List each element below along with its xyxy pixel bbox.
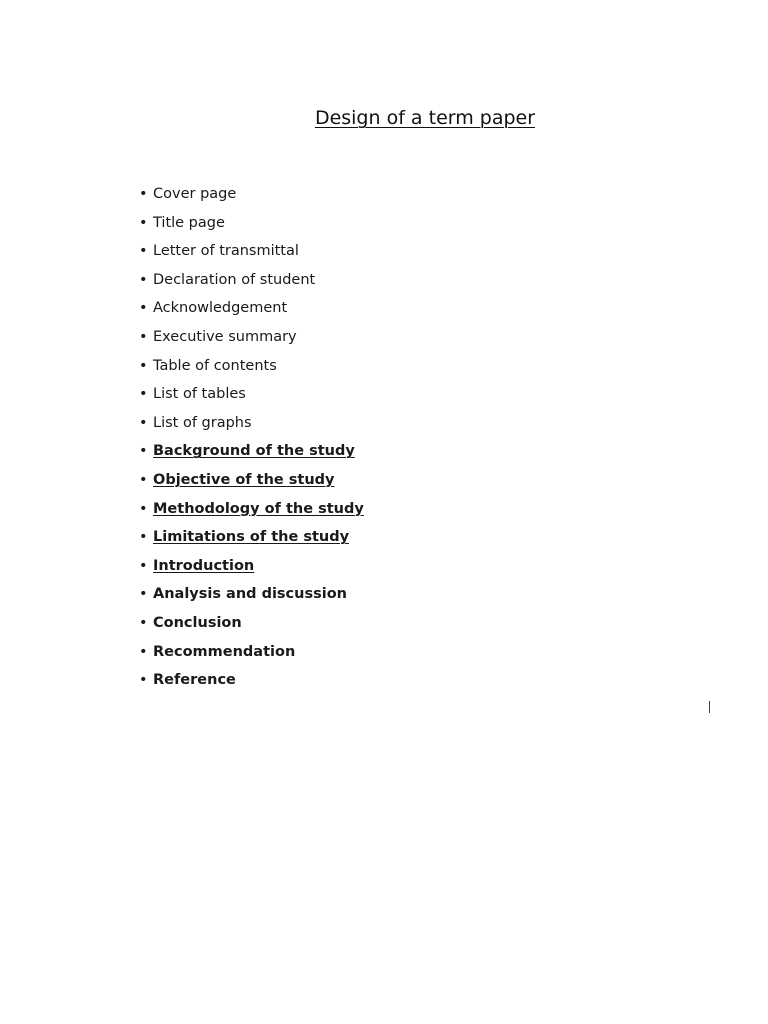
list-item-label: List of tables [153, 386, 246, 403]
bullet-icon: • [139, 586, 148, 603]
bullet-icon: • [139, 357, 148, 374]
bullet-icon: • [139, 271, 148, 288]
list-item-label: Title page [153, 214, 225, 231]
list-item [139, 497, 364, 526]
bullet-icon: • [139, 414, 148, 431]
bullet-icon: • [139, 500, 148, 517]
bullet-icon: • [139, 328, 148, 345]
list-item-label: Cover page [153, 186, 237, 202]
bullet-icon: • [139, 386, 148, 403]
list-item [139, 354, 364, 383]
list-item [139, 382, 364, 411]
list-item [139, 239, 364, 268]
list-item [139, 296, 364, 325]
list-item-label: Conclusion [153, 614, 242, 631]
list-item [139, 640, 364, 669]
list-item-label: List of graphs [153, 414, 252, 431]
list-item [139, 268, 364, 297]
bullet-icon: • [139, 643, 148, 660]
bullet-icon: • [139, 300, 148, 317]
list-item [139, 439, 364, 468]
list-item-label: Background of the study [153, 443, 355, 460]
list-item-label: Acknowledgement [153, 300, 288, 317]
list-item-label: Limitations of the study [153, 529, 350, 546]
list-item [139, 668, 364, 697]
outline-list [139, 182, 364, 697]
list-item [139, 611, 364, 640]
text-cursor-mark [709, 701, 710, 713]
bullet-icon: • [139, 471, 148, 488]
list-item-label: Analysis and discussion [153, 586, 347, 603]
bullet-icon: • [139, 214, 148, 231]
list-item-label: Objective of the study [153, 471, 335, 488]
list-item [139, 554, 364, 583]
bullet-icon: • [139, 614, 148, 631]
page-title: Design of a term paper [314, 107, 536, 129]
bullet-icon: • [139, 672, 148, 689]
list-item [139, 582, 364, 611]
list-item [139, 525, 364, 554]
list-item-label: Reference [153, 672, 236, 689]
list-item-label: Methodology of the study [153, 500, 364, 517]
list-item [139, 468, 364, 497]
list-item-label: Executive summary [153, 328, 297, 345]
list-item-label: Recommendation [153, 643, 296, 660]
list-item [139, 211, 364, 240]
bullet-icon: • [139, 557, 148, 574]
list-item [139, 182, 364, 211]
list-item [139, 325, 364, 354]
bullet-icon: • [139, 186, 148, 202]
list-item-label: Declaration of student [153, 271, 316, 288]
bullet-icon: • [139, 443, 148, 460]
bullet-icon: • [139, 243, 148, 260]
list-item-label: Introduction [153, 557, 255, 574]
bullet-icon: • [139, 529, 148, 546]
list-item-label: Table of contents [153, 357, 277, 374]
list-item [139, 411, 364, 440]
list-item-label: Letter of transmittal [153, 243, 299, 260]
